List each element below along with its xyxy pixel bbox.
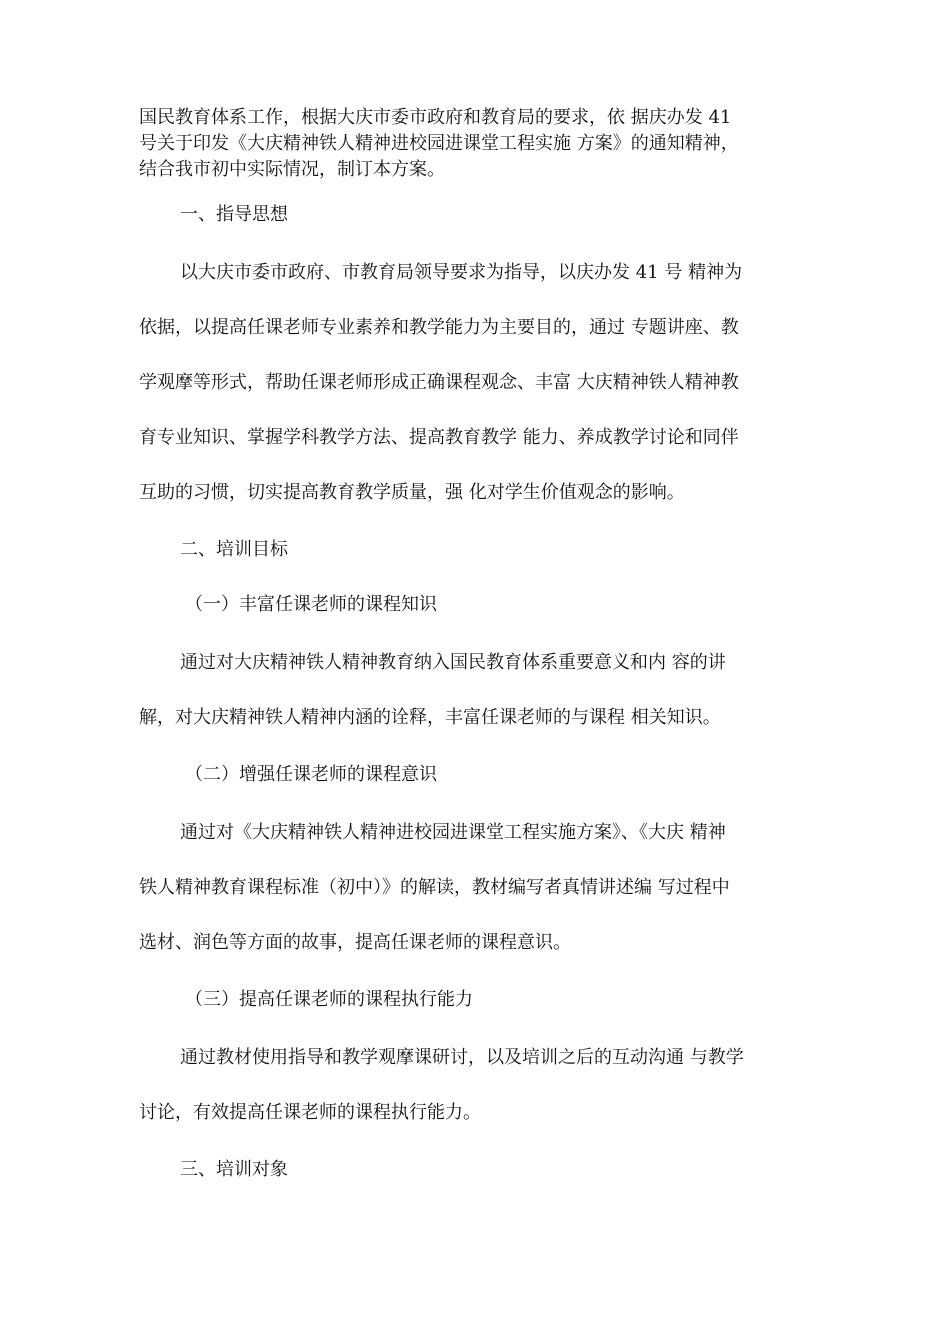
body-line: 通过对《大庆精神铁人精神进校园进课堂工程实施方案》、《大庆 精神 bbox=[180, 822, 726, 843]
body-line: 依据，以提高任课老师专业素养和教学能力为主要目的，通过 专题讲座、教 bbox=[139, 317, 739, 338]
body-line: 互助的习惯，切实提高教育教学质量，强 化对学生价值观念的影响。 bbox=[139, 482, 685, 503]
intro-line-3: 结合我市初中实际情况，制订本方案。 bbox=[139, 159, 445, 180]
body-line: 通过对大庆精神铁人精神教育纳入国民教育体系重要意义和内 容的讲 bbox=[180, 652, 726, 673]
body-line: 通过教材使用指导和教学观摩课研讨，以及培训之后的互动沟通 与教学 bbox=[180, 1047, 744, 1068]
subsection-title-3: （三）提高任课老师的课程执行能力 bbox=[185, 989, 473, 1010]
body-line: 讨论，有效提高任课老师的课程执行能力。 bbox=[139, 1102, 481, 1123]
subsection-title-2: （二）增强任课老师的课程意识 bbox=[185, 764, 437, 785]
section-heading-training-goals: 二、培训目标 bbox=[180, 539, 288, 560]
subsection-title-1: （一）丰富任课老师的课程知识 bbox=[185, 594, 437, 615]
body-line: 选材、润色等方面的故事，提高任课老师的课程意识。 bbox=[139, 932, 571, 953]
section-heading-training-targets: 三、培训对象 bbox=[180, 1159, 288, 1180]
intro-line-1: 国民教育体系工作，根据大庆市委市政府和教育局的要求，依 据庆办发 41 bbox=[139, 107, 732, 128]
body-line: 以大庆市委市政府、市教育局领导要求为指导，以庆办发 41 号 精神为 bbox=[180, 262, 743, 283]
body-line: 解，对大庆精神铁人精神内涵的诠释，丰富任课老师的与课程 相关知识。 bbox=[139, 707, 721, 728]
section-heading-guiding-thought: 一、指导思想 bbox=[180, 204, 288, 225]
body-line: 育专业知识、掌握学科教学方法、提高教育教学 能力、养成教学讨论和同伴 bbox=[139, 427, 739, 448]
body-line: 学观摩等形式，帮助任课老师形成正确课程观念、丰富 大庆精神铁人精神教 bbox=[139, 372, 739, 393]
body-line: 铁人精神教育课程标准（初中）》的解读，教材编写者真情讲述编 写过程中 bbox=[139, 877, 730, 898]
intro-line-2: 号关于印发《大庆精神铁人精神进校园进课堂工程实施 方案》的通知精神， bbox=[139, 133, 739, 154]
